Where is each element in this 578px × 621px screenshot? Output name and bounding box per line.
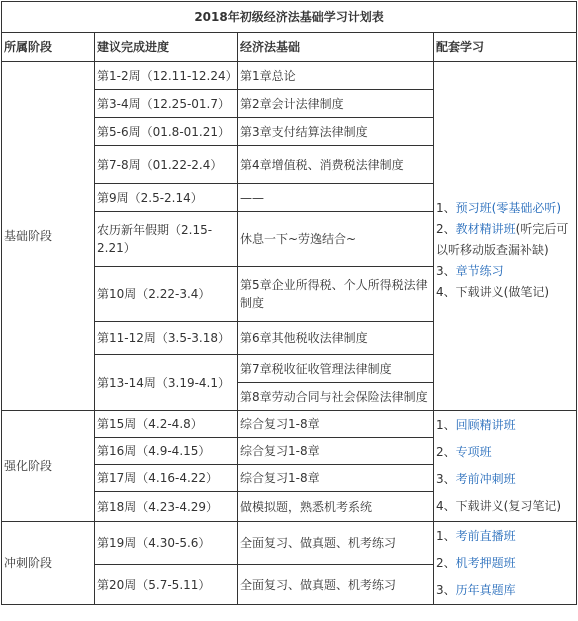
week-cell: 第9周（2.5-2.14） bbox=[95, 184, 238, 212]
support-item: 4、下载讲义(做笔记) bbox=[436, 284, 550, 299]
content-cell: 第5章企业所得税、个人所得税法律制度 bbox=[238, 267, 434, 322]
week-cell: 第7-8周（01.22-2.4） bbox=[95, 146, 238, 184]
support-item: 1、考前直播班 bbox=[436, 528, 516, 543]
week-cell: 第1-2周（12.11-12.24） bbox=[95, 62, 238, 90]
content-cell: 第4章增值税、消费税法律制度 bbox=[238, 146, 434, 184]
course-link-review[interactable]: 回顾精讲班 bbox=[455, 418, 516, 432]
week-cell: 第16周（4.9-4.15） bbox=[95, 438, 238, 465]
support-item: 2、机考押题班 bbox=[436, 555, 516, 570]
study-plan-table bbox=[1, 1, 577, 605]
support-sprint bbox=[434, 522, 577, 605]
support-item: 1、回顾精讲班 bbox=[436, 418, 516, 432]
content-cell: 综合复习1-8章 bbox=[238, 438, 434, 465]
stage-strengthen: 强化阶段 bbox=[2, 411, 95, 522]
week-cell: 第20周（5.7-5.11） bbox=[95, 565, 238, 605]
header-support: 配套学习 bbox=[434, 33, 577, 62]
content-cell: 第1章总论 bbox=[238, 62, 434, 90]
content-cell: 做模拟题，熟悉机考系统 bbox=[238, 492, 434, 522]
week-cell: 第17周（4.16-4.22） bbox=[95, 465, 238, 492]
content-cell: 第2章会计法律制度 bbox=[238, 90, 434, 118]
week-cell: 第18周（4.23-4.29） bbox=[95, 492, 238, 522]
content-cell: 第6章其他税收法律制度 bbox=[238, 322, 434, 355]
week-cell: 第11-12周（3.5-3.18） bbox=[95, 322, 238, 355]
week-cell: 第5-6周（01.8-01.21） bbox=[95, 118, 238, 146]
table-title: 2018年初级经济法基础学习计划表 bbox=[2, 2, 577, 33]
stage-basic: 基础阶段 bbox=[2, 62, 95, 411]
header-schedule: 建议完成进度 bbox=[95, 33, 238, 62]
stage-sprint: 冲刺阶段 bbox=[2, 522, 95, 605]
week-cell: 第10周（2.22-3.4） bbox=[95, 267, 238, 322]
support-strengthen bbox=[434, 411, 577, 522]
content-cell: 全面复习、做真题、机考练习 bbox=[238, 522, 434, 565]
course-link-intensive[interactable]: 教材精讲班 bbox=[455, 221, 516, 236]
week-cell: 第15周（4.2-4.8） bbox=[95, 411, 238, 438]
course-link-past-papers[interactable]: 历年真题库 bbox=[455, 582, 516, 597]
course-link-special[interactable]: 专项班 bbox=[455, 445, 492, 459]
week-cell: 第13-14周（3.19-4.1） bbox=[95, 355, 238, 411]
support-item: 1、预习班(零基础必听) bbox=[436, 200, 562, 215]
support-item: 2、专项班 bbox=[436, 445, 492, 459]
course-link-mock-exam[interactable]: 机考押题班 bbox=[455, 555, 516, 570]
week-cell: 第19周（4.30-5.6） bbox=[95, 522, 238, 565]
content-cell: 第3章支付结算法律制度 bbox=[238, 118, 434, 146]
content-cell: 第8章劳动合同与社会保险法律制度 bbox=[238, 383, 434, 411]
header-stage: 所属阶段 bbox=[2, 33, 95, 62]
support-item: 3、历年真题库 bbox=[436, 582, 516, 597]
support-item: 2、教材精讲班(听完后可以听移动版查漏补缺) bbox=[436, 221, 569, 257]
course-link-preview[interactable]: 预习班(零基础必听) bbox=[455, 200, 562, 215]
content-cell: 休息一下~劳逸结合~ bbox=[238, 212, 434, 267]
course-link-chapter-practice[interactable]: 章节练习 bbox=[455, 263, 504, 278]
course-link-live[interactable]: 考前直播班 bbox=[455, 528, 516, 543]
content-cell: 第7章税收征收管理法律制度 bbox=[238, 355, 434, 383]
content-cell: 综合复习1-8章 bbox=[238, 465, 434, 492]
course-link-sprint[interactable]: 考前冲刺班 bbox=[455, 472, 516, 486]
header-subject: 经济法基础 bbox=[238, 33, 434, 62]
support-basic bbox=[434, 62, 577, 411]
content-cell: —— bbox=[238, 184, 434, 212]
support-item: 3、章节练习 bbox=[436, 263, 504, 278]
support-item: 4、下载讲义(复习笔记) bbox=[436, 499, 562, 513]
content-cell: 全面复习、做真题、机考练习 bbox=[238, 565, 434, 605]
week-cell: 第3-4周（12.25-01.7） bbox=[95, 90, 238, 118]
content-cell: 综合复习1-8章 bbox=[238, 411, 434, 438]
week-cell: 农历新年假期（2.15-2.21） bbox=[95, 212, 238, 267]
support-item: 3、考前冲刺班 bbox=[436, 472, 516, 486]
